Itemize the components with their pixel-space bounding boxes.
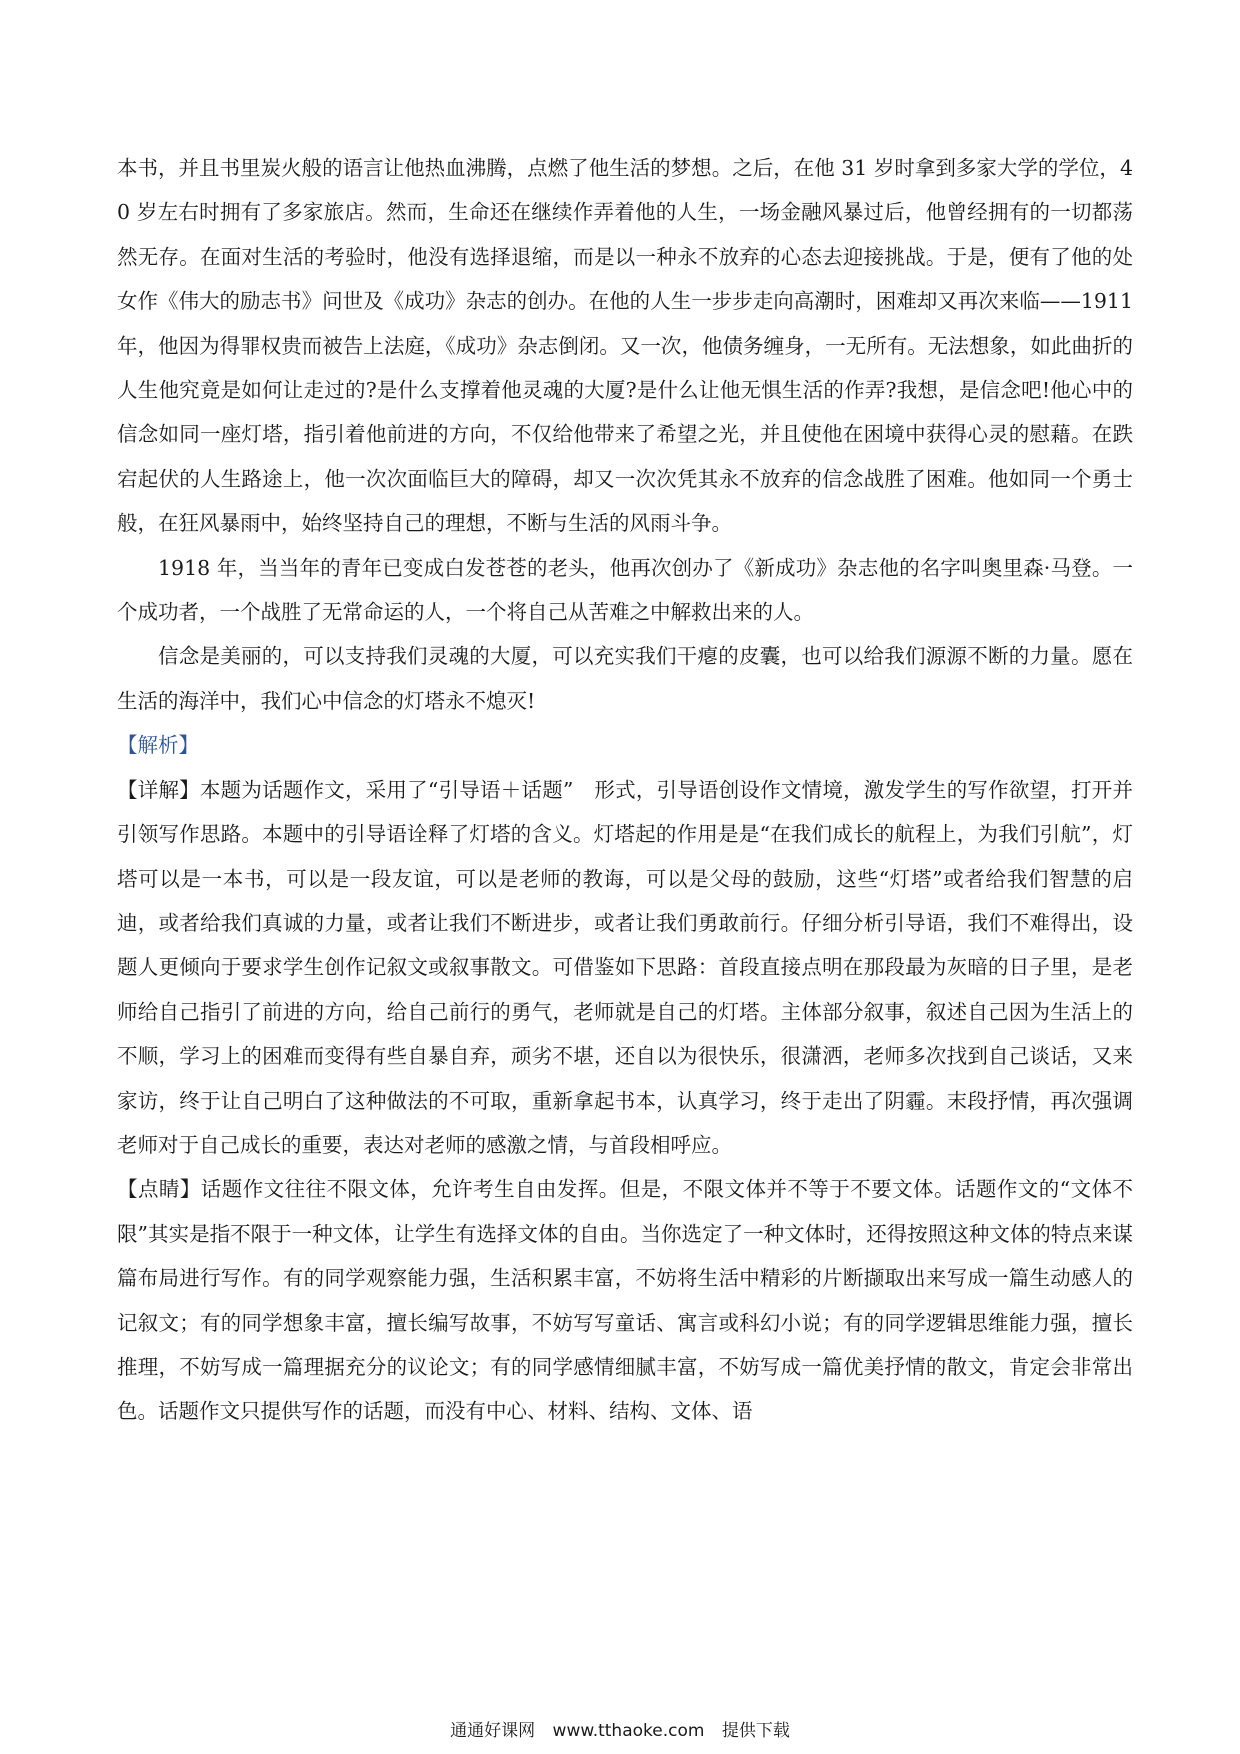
detail-text: 本题为话题作文，采用了“引导语＋话题” 形式，引导语创设作文情境，激发学生的写作欲望，打开并引领写作思路。本题中的引导语诠释了灯塔的含义。灯塔起的作用是是“在我们成长的航程上，为我们引航”，灯塔可以是一本书，可以是一段友谊，可以是老师的教诲，可以是父母的鼓励，这些“灯塔”或者给我们智慧的启迪，或者给我们真诚的力量，或者让我们不断进步，或者让我们勇敢前行。仔细分析引导语，我们不难得出，设题人更倾向于要求学生创作记叙文或叙事散文。可借鉴如下思路：首段直接点明在那段最为灰暗的日子里，是老师给自己指引了前进的方向，给自己前行的勇气，老师就是自己的灯塔。主体部分叙事，叙述自己因为生活上的不顺，学习上的困难而变得有些自暴自弃，顽劣不堪，还自以为很快乐，很潇洒，老师多次找到自己谈话，又来家访，终于让自己明白了这种做法的不可取，重新拿起书本，认真学习，终于走出了阴霾。末段抒情，再次强调老师对于自己成长的重要，表达对老师的感激之情，与首段相呼应。 [117, 777, 1133, 1157]
essay-body [117, 146, 1133, 723]
essay-paragraph-1: 本书，并且书里炭火般的语言让他热血沸腾，点燃了他生活的梦想。之后，在他 31 岁时拿到多家大学的学位，40 岁左右时拥有了多家旅店。然而，生命还在继续作弄着他的人生，一场金融风暴过后，他曾经拥有的一切都荡然无存。在面对生活的考验时，他没有选择退缩，而是以一种永不放弃的心态去迎接挑战。于是，便有了他的处女作《伟大的励志书》问世及《成功》杂志的创办。在他的人生一步步走向高潮时，困难却又再次来临——1911 年，他因为得罪权贵而被告上法庭，《成功》杂志倒闭。又一次，他债务缠身，一无所有。无法想象，如此曲折的人生他究竟是如何让走过的?是什么支撑着他灵魂的大厦?是什么让他无惧生活的作弄?我想，是信念吧!他心中的信念如同一座灯塔，指引着他前进的方向，不仅给他带来了希望之光，并且使他在困境中获得心灵的慰藉。在跌宕起伏的人生路途上，他一次次面临巨大的障碍，却又一次次凭其永不放弃的信念战胜了困难。他如同一个勇士般，在狂风暴雨中，始终坚持自己的理想，不断与生活的风雨斗争。 [117, 156, 1133, 536]
footer-site-name: 通通好课网 [450, 1721, 536, 1741]
analysis-heading: 【解析】 [117, 733, 199, 758]
page-footer [0, 1716, 1240, 1741]
footer-url[interactable]: www.tthaoke.com [552, 1721, 705, 1741]
tip-text: 话题作文往往不限文体，允许考生自由发挥。但是，不限文体并不等于不要文体。话题作文的“文体不限”其实是指不限于一种文体，让学生有选择文体的自由。当你选定了一种文体时，还得按照这种文体的特点来谋篇布局进行写作。有的同学观察能力强，生活积累丰富，不妨将生活中精彩的片断撷取出来写成一篇生动感人的记叙文；有的同学想象丰富，擅长编写故事，不妨写写童话、寓言或科幻小说；有的同学逻辑思维能力强，擅长推理，不妨写成一篇理据充分的议论文；有的同学感情细腻丰富，不妨写成一篇优美抒情的散文，肯定会非常出色。话题作文只提供写作的话题，而没有中心、材料、结构、文体、语 [117, 1177, 1133, 1424]
analysis-heading-line [117, 723, 1133, 767]
essay-paragraph-2: 1918 年，当当年的青年已变成白发苍苍的老头，他再次创办了《新成功》杂志他的名字叫奥里森·马登。一个成功者，一个战胜了无常命运的人，一个将自己从苦难之中解救出来的人。 [117, 555, 1133, 625]
detail-label: 【详解】 [117, 777, 200, 802]
footer-note: 提供下载 [721, 1721, 790, 1741]
analysis-section [117, 723, 1133, 1434]
essay-paragraph-3: 信念是美丽的，可以支持我们灵魂的大厦，可以充实我们干瘪的皮囊，也可以给我们源源不断的力量。愿在生活的海洋中，我们心中信念的灯塔永不熄灭! [117, 644, 1133, 713]
detail-paragraph [117, 768, 1133, 1168]
tip-paragraph [117, 1167, 1133, 1433]
tip-label: 【点睛】 [117, 1177, 201, 1202]
document-page [117, 0, 1133, 1434]
